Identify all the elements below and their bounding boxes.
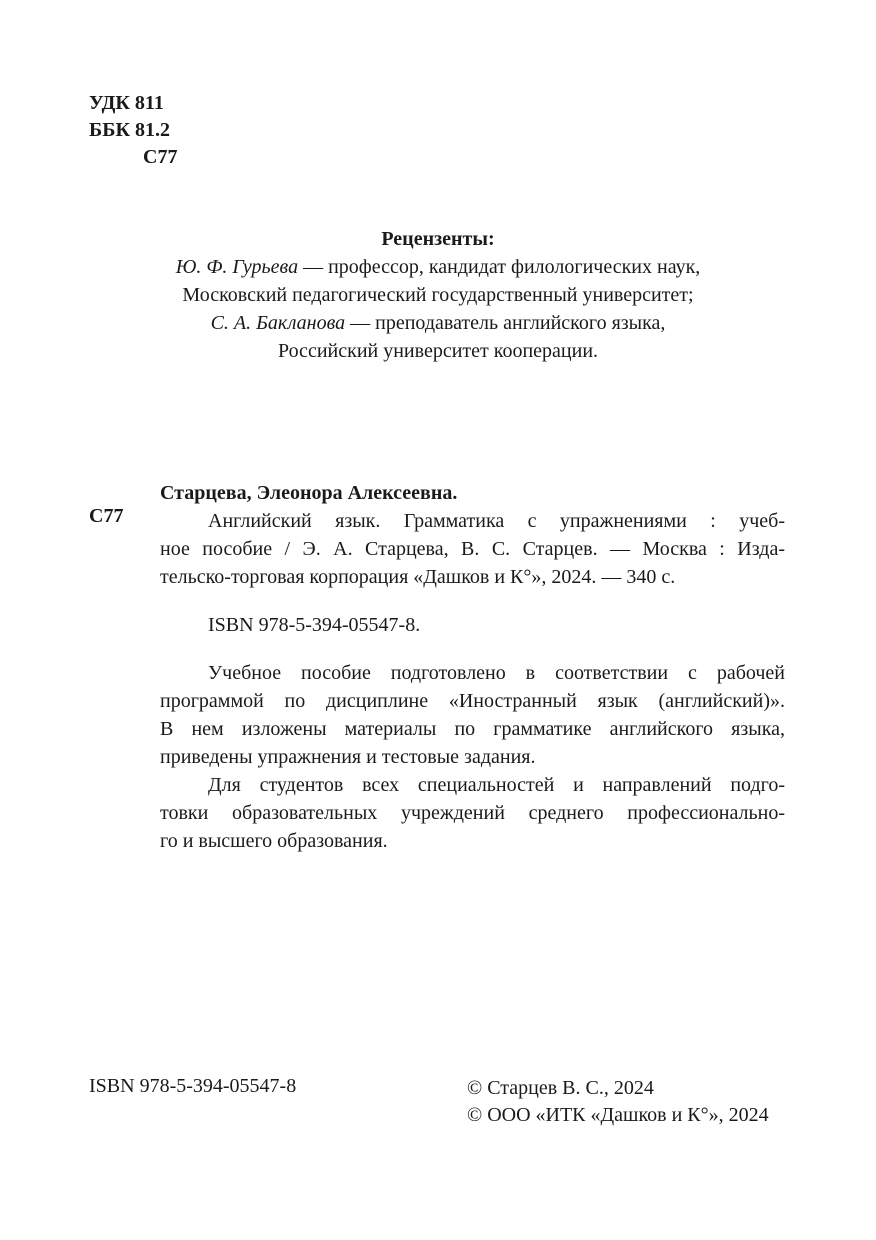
reviewers-title: Рецензенты: — [381, 228, 495, 250]
reviewers-block — [0, 226, 876, 366]
copyright-block — [467, 1075, 769, 1129]
copyright-line: © Старцев В. С., 2024 — [467, 1077, 654, 1099]
reviewer-1-desc: — профессор, кандидат филологических наук, — [298, 256, 701, 278]
classification-block — [89, 90, 177, 171]
cutter-code: С77 — [143, 146, 178, 168]
annotation-line: программой по дисциплине «Иностранный язык (английский)». — [160, 690, 785, 712]
annotation-line: В нем изложены материалы по грамматике английского языка, — [160, 718, 785, 740]
audience-line: Для студентов всех специальностей и направлений подго- — [208, 774, 785, 796]
description-line: ное пособие / Э. А. Старцева, В. С. Старцев. — Москва : Изда- — [160, 538, 785, 560]
description-line: Английский язык. Грамматика с упражнениями : учеб- — [208, 510, 785, 532]
audience-line: го и высшего образования. — [160, 830, 388, 852]
udk-code: УДК 811 — [89, 92, 164, 114]
author-heading: Старцева, Элеонора Алексеевна. — [160, 482, 458, 504]
description-line: тельско-торговая корпорация «Дашков и К°», 2024. — 340 с. — [160, 566, 676, 588]
footer-isbn: ISBN 978-5-394-05547-8 — [89, 1075, 297, 1097]
reviewer-1-affiliation: Московский педагогический государственный университет; — [182, 284, 694, 306]
reviewer-2-name: С. А. Бакланова — [210, 312, 346, 334]
reviewer-1-name: Ю. Ф. Гурьева — [175, 256, 299, 278]
margin-cutter-code: С77 — [89, 505, 124, 527]
isbn-entry: ISBN 978-5-394-05547-8. — [208, 614, 421, 636]
audience-line: товки образовательных учреждений среднего профессионально- — [160, 802, 785, 824]
reviewer-1-line1 — [0, 254, 876, 282]
reviewer-2-line1 — [0, 310, 876, 338]
reviewer-2-desc: — преподаватель английского языка, — [345, 312, 666, 334]
copyright-line: © ООО «ИТК «Дашков и К°», 2024 — [467, 1104, 769, 1126]
reviewer-2-affiliation: Российский университет кооперации. — [277, 340, 599, 362]
bbk-code: ББК 81.2 — [89, 119, 170, 141]
annotation-line: приведены упражнения и тестовые задания. — [160, 746, 536, 768]
annotation-line: Учебное пособие подготовлено в соответствии с рабочей — [208, 662, 785, 684]
bibliographic-block — [160, 479, 785, 855]
